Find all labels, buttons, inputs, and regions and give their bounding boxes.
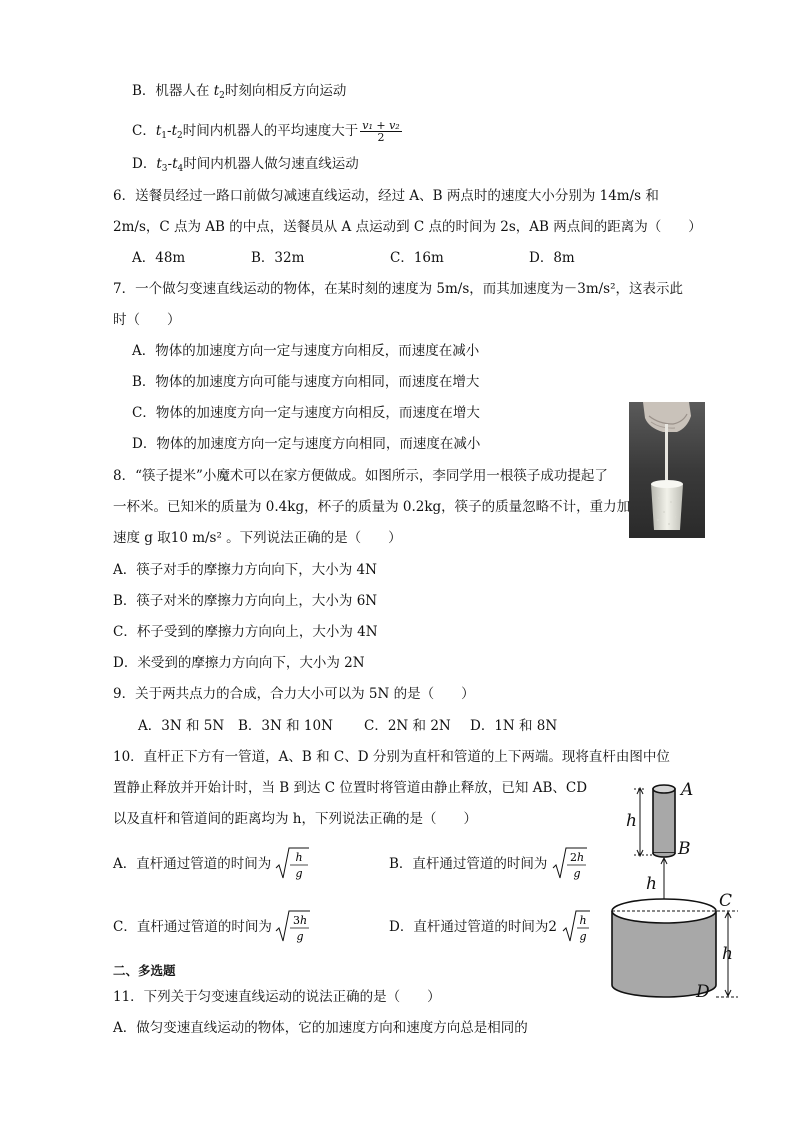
q9-option-b: B．3N 和 10N xyxy=(238,718,333,734)
svg-text:3h: 3h xyxy=(292,914,308,927)
label-a: A xyxy=(681,780,694,800)
q7-option-b: B．物体的加速度方向可能与速度方向相同，而速度在增大 xyxy=(132,374,480,390)
q8-option-d: D．米受到的摩擦力方向向下，大小为 2N xyxy=(113,655,365,671)
q10-option-a-text: A．直杆通过管道的时间为 xyxy=(113,856,272,872)
q6-option-d: D．8m xyxy=(529,250,575,266)
q8-option-a: A．筷子对手的摩擦力方向向下，大小为 4N xyxy=(113,562,377,578)
q11-option-a: A．做匀变速直线运动的物体，它的加速度方向和速度方向总是相同的 xyxy=(113,1020,528,1036)
svg-text:g: g xyxy=(579,930,587,943)
svg-text:g: g xyxy=(295,867,303,880)
chopstick-rice-photo-image xyxy=(629,402,705,538)
q5-c-fraction xyxy=(360,120,401,143)
q5-d-s3: 3 xyxy=(161,164,168,174)
q10-option-d-text: D．直杆通过管道的时间为 xyxy=(389,919,549,935)
q7-option-d: D．物体的加速度方向一定与速度方向相同，而速度在减小 xyxy=(132,436,481,452)
q5-d-t3: t xyxy=(156,156,162,172)
q5-d-s4: 4 xyxy=(177,164,184,174)
q8-stem-line3: 速度 g 取10 m/s² 。下列说法正确的是（ ） xyxy=(113,530,402,546)
pipe-length-label: h xyxy=(722,944,733,964)
q5-d-t4: t xyxy=(172,156,178,172)
q5-option-b xyxy=(132,82,346,105)
svg-text:h: h xyxy=(295,851,303,864)
chopstick-rice-photo xyxy=(629,402,705,538)
q5-c-fraction-num: v₁ + v₂ xyxy=(362,119,400,132)
q10-option-b-text: B．直杆通过管道的时间为 xyxy=(389,856,548,872)
q6-option-b: B．32m xyxy=(251,250,305,266)
label-c: C xyxy=(719,891,733,911)
q5-option-d xyxy=(132,155,359,178)
svg-text:g: g xyxy=(296,930,304,943)
q8-stem-line2: 一杯米。已知米的质量为 0.4kg，杯子的质量为 0.2kg，筷子的质量忽略不计，重力加 xyxy=(113,499,631,515)
q10-option-a xyxy=(113,855,271,873)
q10-option-a-radical xyxy=(275,844,311,884)
q10-stem-line2: 置静止释放并开始计时，当 B 到达 C 位置时将管道由静止释放，已知 AB、CD xyxy=(113,780,588,796)
q6-option-a: A．48m xyxy=(132,250,186,266)
q9-option-a: A．3N 和 5N xyxy=(138,718,225,734)
section-title-multiple-choice: 二、多选题 xyxy=(113,963,176,978)
rod-length-label: h xyxy=(626,811,637,831)
q5-d-prefix: D． xyxy=(132,156,157,172)
q10-option-b xyxy=(389,855,547,873)
q10-option-c-text: C．直杆通过管道的时间为 xyxy=(113,919,272,935)
label-b: B xyxy=(678,839,691,859)
q10-option-b-radical xyxy=(552,844,588,884)
q7-option-c: C．物体的加速度方向一定与速度方向相反，而速度在增大 xyxy=(132,405,480,421)
q5-b-suffix: 时刻向相反方向运动 xyxy=(224,83,347,99)
rod-pipe-diagram xyxy=(600,775,750,1010)
q5-d-text: 时间内机器人做匀速直线运动 xyxy=(183,156,359,172)
q5-c-prefix: C． xyxy=(132,123,156,139)
q5-d-dash: - xyxy=(167,156,173,172)
q9-stem: 9．关于两共点力的合成，合力大小可以为 5N 的是（ ） xyxy=(113,686,475,702)
q5-b-prefix: B．机器人在 xyxy=(132,83,214,99)
q5-b-t: t xyxy=(213,83,220,99)
gap-label: h xyxy=(646,874,657,894)
svg-text:2h: 2h xyxy=(569,851,585,864)
q7-option-a: A．物体的加速度方向一定与速度方向相反，而速度在减小 xyxy=(132,343,480,359)
q7-stem-line1: 7．一个做匀变速直线运动的物体，在某时刻的速度为 5m/s，而其加速度为－3m/s²，这表示此 xyxy=(113,281,684,297)
q5-c-s1: 1 xyxy=(161,131,168,141)
q9-option-d: D．1N 和 8N xyxy=(470,718,558,734)
q5-c-fraction-den: 2 xyxy=(377,131,385,144)
q10-stem-line1: 10．直杆正下方有一管道，A、B 和 C、D 分别为直杆和管道的上下两端。现将直杆由图中位 xyxy=(113,749,670,765)
q5-option-c xyxy=(132,120,402,145)
svg-text:h: h xyxy=(579,914,587,927)
q11-stem: 11．下列关于匀变速直线运动的说法正确的是（ ） xyxy=(113,989,441,1005)
q10-option-d xyxy=(389,918,557,936)
q6-stem-line2: 2m/s，C 点为 AB 的中点，送餐员从 A 点运动到 C 点的时间为 2s，AB 两点间的距离为（ ） xyxy=(113,219,702,235)
q10-stem-line3: 以及直杆和管道间的距离均为 h，下列说法正确的是（ ） xyxy=(113,811,477,827)
q7-stem-line2: 时（ ） xyxy=(113,312,181,328)
q5-b-sub: 2 xyxy=(219,91,225,101)
q5-c-s2: 2 xyxy=(177,131,183,141)
q6-option-c: C．16m xyxy=(390,250,444,266)
q10-option-c xyxy=(113,918,272,936)
q5-c-text: 时间内机器人的平均速度大于 xyxy=(182,123,359,139)
q9-option-c: C．2N 和 2N xyxy=(364,718,451,734)
q5-c-t1: t xyxy=(155,123,162,139)
label-d: D xyxy=(696,982,710,1002)
q5-c-t2: t xyxy=(171,123,178,139)
q8-stem-line1: 8．“筷子提米”小魔术可以在家方便做成。如图所示，李同学用一根筷子成功提起了 xyxy=(113,468,608,484)
q6-stem-line1: 6．送餐员经过一路口前做匀减速直线运动，经过 A、B 两点时的速度大小分别为 14m/s 和 xyxy=(113,188,659,204)
q8-option-b: B．筷子对米的摩擦力方向向上，大小为 6N xyxy=(113,593,378,609)
q10-option-d-coef: 2 xyxy=(548,919,557,935)
q10-option-d-radical xyxy=(562,907,592,947)
q5-c-dash: - xyxy=(167,123,172,139)
svg-text:g: g xyxy=(573,867,581,880)
q10-option-c-radical xyxy=(275,907,311,947)
q8-option-c: C．杯子受到的摩擦力方向向上，大小为 4N xyxy=(113,624,378,640)
